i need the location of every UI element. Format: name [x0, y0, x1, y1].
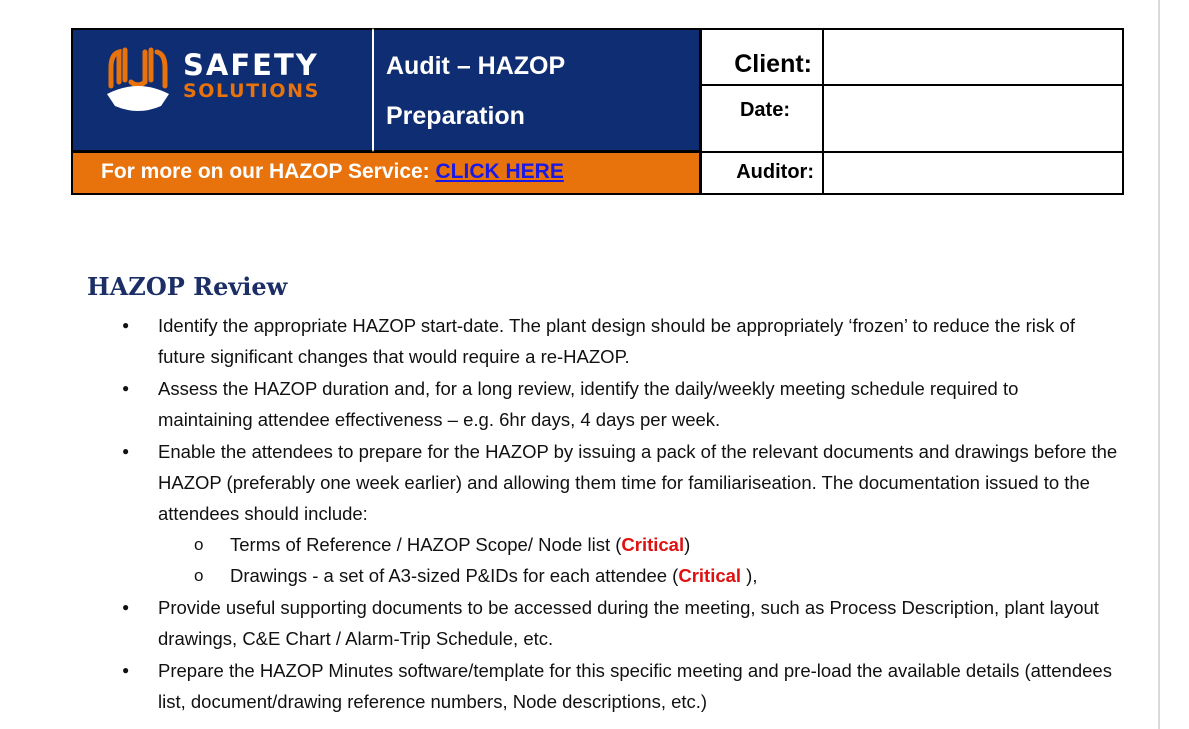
logo-cell [71, 28, 373, 152]
auditor-field[interactable] [823, 152, 1124, 195]
client-label: Client: [734, 50, 812, 78]
bullet-list [118, 310, 1118, 718]
logo-text-solutions: SOLUTIONS [183, 80, 320, 102]
critical-label: Critical [678, 565, 742, 586]
section-heading: HAZOP Review [87, 272, 288, 301]
page-edge [1158, 0, 1160, 729]
list-item: ● Provide useful supporting documents to be accessed during the meeting, such as Process Description, plant layout drawings, C&E Chart / Alarm-Trip Schedule, etc. [118, 592, 1118, 654]
list-item [118, 436, 1118, 591]
auditor-label: Auditor: [736, 161, 814, 183]
date-label: Date: [739, 99, 790, 121]
sub-item-suffix: ), [741, 565, 758, 586]
sub-list [158, 529, 1118, 591]
list-item: ● Assess the HAZOP duration and, for a long review, identify the daily/weekly meeting schedule required to maintaining attendee effectiveness – e.g. 6hr days, 4 days per week. [118, 373, 1118, 435]
list-item-text: Enable the attendees to prepare for the HAZOP by issuing a pack of the relevant documents and drawings before the HAZOP (preferably one week earlier) and allowing them time for familiariseation. The documentation issued to the attendees should include: [158, 441, 1118, 524]
logo-text-safety: SAFETY [183, 48, 319, 82]
sub-list-item [158, 560, 1118, 591]
promo-line [101, 160, 564, 184]
sub-item-text: Terms of Reference / HAZOP Scope/ Node list ( [230, 534, 622, 555]
date-label-cell [701, 85, 824, 153]
doc-title-line1: Audit – HAZOP [386, 52, 566, 80]
client-label-cell [701, 28, 824, 86]
list-item: ● Identify the appropriate HAZOP start-date. The plant design should be appropriately ‘frozen’ to reduce the risk of future significant changes that would require a re-HAZOP. [118, 310, 1118, 372]
promo-cell [71, 152, 701, 195]
sub-item-text: Drawings - a set of A3-sized P&IDs for each attendee ( [230, 565, 679, 586]
doc-title-line2: Preparation [386, 102, 525, 130]
client-field[interactable] [823, 28, 1124, 86]
date-field[interactable] [823, 85, 1124, 153]
safety-solutions-logo-icon [105, 44, 171, 112]
list-item: ● Prepare the HAZOP Minutes software/template for this specific meeting and pre-load the available details (attendees list, document/drawing reference numbers, Node descriptions, etc.) [118, 655, 1118, 717]
critical-label: Critical [621, 534, 685, 555]
promo-text: For more on our HAZOP Service: [101, 160, 436, 183]
sub-list-item [158, 529, 1118, 560]
header-table [71, 28, 1124, 195]
auditor-label-cell [701, 152, 824, 195]
sub-item-suffix: ) [684, 534, 691, 555]
title-cell [373, 28, 701, 152]
click-here-link[interactable]: CLICK HERE [435, 160, 564, 183]
